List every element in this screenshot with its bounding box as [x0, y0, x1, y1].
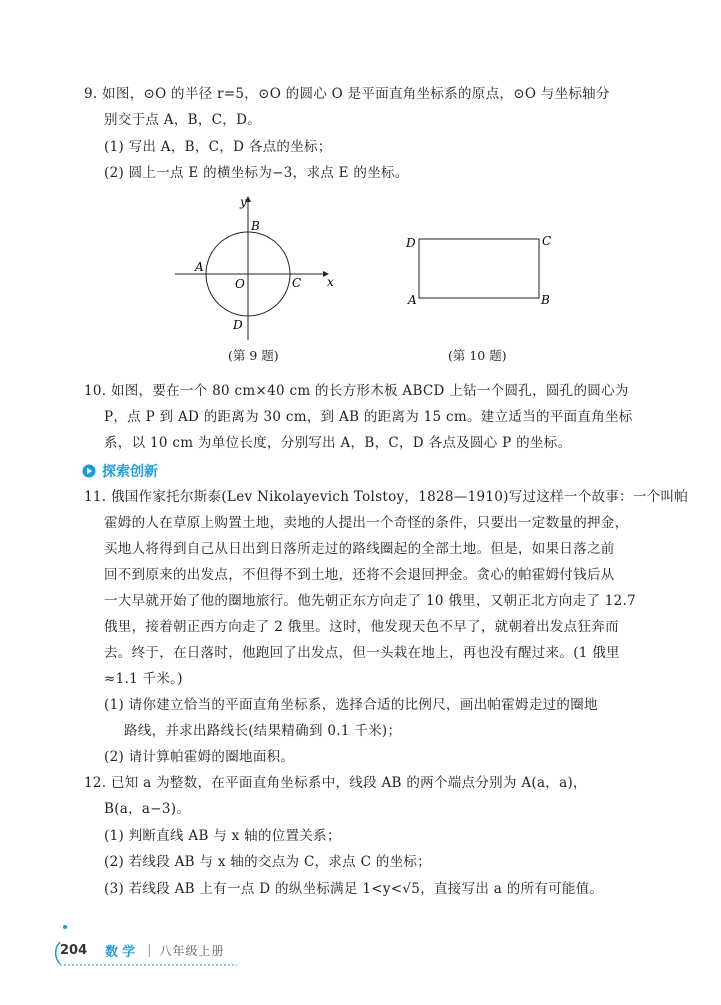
label-y: y — [240, 195, 247, 209]
label-a: A — [195, 260, 204, 274]
q11-line6: 俄里，接着朝正西方向走了 2 俄里。这时，他发现天色不早了，就朝着出发点狂奔而 — [104, 619, 619, 635]
section-title: 探索创新 — [102, 464, 158, 480]
q11-line4: 回不到原来的出发点，不但得不到土地，还将不会退回押金。贪心的帕霍姆付钱后从 — [104, 567, 615, 583]
q12-subquestion-1: (1) 判断直线 AB 与 x 轴的位置关系； — [104, 828, 341, 844]
q12-subquestion-3: (3) 若线段 AB 上有一点 D 的纵坐标满足 1<y<√5，直接写出 a 的所有可能值。 — [104, 881, 604, 897]
q10-line3: 系，以 10 cm 为单位长度，分别写出 A，B，C，D 各点及圆心 P 的坐标。 — [104, 435, 572, 451]
q9-subquestion-2: (2) 圆上一点 E 的横坐标为−3，求点 E 的坐标。 — [104, 165, 409, 181]
figure-10-caption: (第 10 题) — [448, 348, 507, 363]
label-d: D — [233, 318, 243, 332]
q9-line1: 9. 如图，⊙O 的半径 r=5，⊙O 的圆心 O 是平面直角坐标系的原点，⊙O 与坐标轴分 — [84, 86, 610, 102]
q11-subquestion-1a: (1) 请你建立恰当的平面直角坐标系，选择合适的比例尺，画出帕霍姆走过的圈地 — [104, 697, 598, 713]
play-circle-icon — [82, 464, 96, 478]
q12-subquestion-2: (2) 若线段 AB 与 x 轴的交点为 C，求点 C 的坐标； — [104, 854, 431, 870]
q11-line8: ≈1.1 千米。) — [104, 671, 183, 687]
section-heading — [82, 461, 158, 481]
label-x: x — [327, 275, 334, 289]
q12-line1: 12. 已知 a 为整数，在平面直角坐标系中，线段 AB 的两个端点分别为 A(a，a)， — [84, 775, 587, 791]
figure-10-rectangle-diagram — [400, 228, 565, 313]
q9-line2: 别交于点 A，B，C，D。 — [104, 112, 262, 128]
label-a: A — [408, 293, 417, 307]
q12-line2: B(a，a−3)。 — [104, 801, 191, 817]
q11-line3: 买地人将得到自己从日出到日落所走过的路线圈起的全部土地。但是，如果日落之前 — [104, 541, 615, 557]
q11-line5: 一大早就开始了他的圈地旅行。他先朝正东方向走了 10 俄里，又朝正北方向走了 12.7 — [104, 593, 637, 609]
label-b: B — [541, 293, 550, 307]
q11-line7: 去。终于，在日落时，他跑回了出发点，但一头栽在地上，再也没有醒过来。(1 俄里 — [104, 645, 620, 661]
page-number: 204 — [60, 942, 88, 958]
label-o: O — [235, 277, 245, 291]
q11-line1: 11. 俄国作家托尔斯泰(Lev Nikolayevich Tolstoy，1828—1910)写过这样一个故事：一个叫帕 — [84, 489, 689, 505]
q10-line1: 10. 如图，要在一个 80 cm×40 cm 的长方形木板 ABCD 上钻一个圆孔，圆孔的圆心为 — [84, 383, 629, 399]
page-footer — [60, 936, 225, 964]
q11-line2: 霍姆的人在草原上购置土地，卖地的人提出一个奇怪的条件，只要出一定数量的押金， — [104, 515, 629, 531]
figure-9-caption: (第 9 题) — [228, 348, 279, 363]
rectangle-abcd — [419, 239, 539, 298]
label-b: B — [251, 219, 260, 233]
figure-9-circle-diagram — [170, 192, 340, 342]
label-c: C — [542, 234, 552, 248]
q10-line2: P，点 P 到 AD 的距离为 30 cm，到 AB 的距离为 15 cm。建立适当的平面直角坐标 — [104, 409, 633, 425]
label-c: C — [292, 276, 302, 290]
q11-subquestion-2: (2) 请计算帕霍姆的圈地面积。 — [104, 749, 295, 765]
q9-subquestion-1: (1) 写出 A，B，C，D 各点的坐标； — [104, 139, 332, 155]
footer-book-title: 八年级上册 — [159, 943, 225, 958]
footer-separator: | — [147, 942, 152, 958]
footer-subject: 数学 — [105, 944, 140, 960]
q11-subquestion-1b: 路线，并求出路线长(结果精确到 0.1 千米)； — [124, 723, 402, 739]
label-d: D — [406, 236, 416, 250]
